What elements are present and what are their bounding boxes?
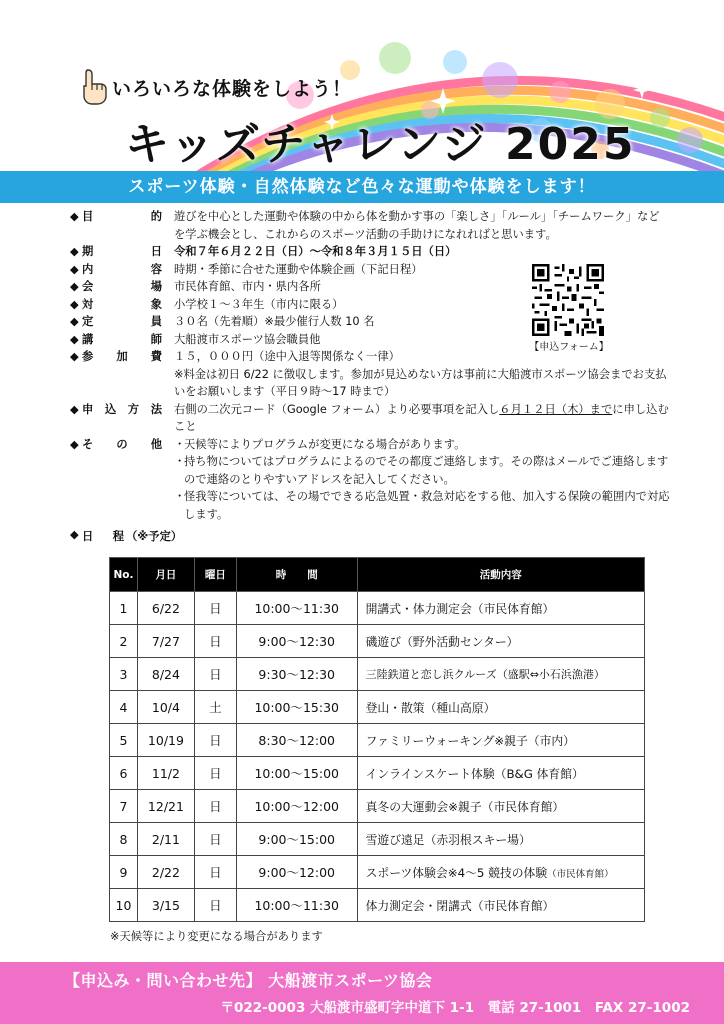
table-row xyxy=(110,691,645,724)
table-row xyxy=(110,856,645,889)
diamond-bullet-icon: ◆ xyxy=(70,437,79,451)
other-item: ・ 天候等によりプログラムが変更になる場合があります。 xyxy=(174,437,466,451)
info-label: 会 場 xyxy=(82,280,162,293)
cell-activity: 開講式・体力測定会（市民体育館） xyxy=(357,592,644,625)
tagline-banner xyxy=(0,171,724,203)
cell-date: 6/22 xyxy=(137,592,194,625)
cell-date: 2/22 xyxy=(137,856,194,889)
cell-date: 10/4 xyxy=(137,691,194,724)
cell-activity: インラインスケート体験（B&G 体育館） xyxy=(357,757,644,790)
table-header-row xyxy=(110,558,645,592)
cell-time: 8:30～12:00 xyxy=(236,724,357,757)
table-row xyxy=(110,790,645,823)
info-label: 目 的 xyxy=(82,210,162,223)
cell-no: 4 xyxy=(110,691,138,724)
cell-date: 10/19 xyxy=(137,724,194,757)
cell-day: 日 xyxy=(194,757,236,790)
activity-venue: （市民体育館） xyxy=(547,868,614,880)
info-value: 大船渡市スポーツ協会職員他 xyxy=(174,332,321,346)
schedule-table xyxy=(109,557,645,922)
cell-no: 10 xyxy=(110,889,138,922)
cell-no: 3 xyxy=(110,658,138,691)
cell-no: 9 xyxy=(110,856,138,889)
info-value: 小学校１～３年生（市内に限る） xyxy=(174,297,344,311)
other-item: ・ 怪我等については、その場でできる応急処置・救急対応をする他、加入する保険の範囲内で対応します。 xyxy=(174,490,670,521)
cell-day: 日 xyxy=(194,724,236,757)
schedule-heading-note: （※予定） xyxy=(126,530,183,543)
schedule-heading xyxy=(70,528,182,544)
table-row xyxy=(110,724,645,757)
qr-code-icon[interactable] xyxy=(532,264,604,336)
cell-time: 10:00～15:00 xyxy=(236,757,357,790)
info-row-purpose xyxy=(70,208,670,243)
cell-time: 10:00～12:00 xyxy=(236,790,357,823)
info-label: 講 師 xyxy=(82,332,162,346)
cell-activity: 三陸鉄道と恋し浜クルーズ（盛駅⇔小石浜漁港） xyxy=(357,658,644,691)
info-section xyxy=(70,208,670,523)
table-row xyxy=(110,823,645,856)
fee-note: ※料金は初日 6/22 に徴収します。参加が見込めない方は事前に大船渡市スポーツ協会までお支払いをお願いします（平日９時～17 時まで） xyxy=(174,367,667,398)
subtitle: いろいろな体験をしよう！ xyxy=(112,78,353,100)
cell-activity: ファミリーウォーキング※親子（市内） xyxy=(357,724,644,757)
diamond-bullet-icon: ◆ xyxy=(70,210,79,223)
info-label: 対 象 xyxy=(82,297,162,311)
info-label: 期 日 xyxy=(82,245,162,258)
cell-activity: 真冬の大運動会※親子（市民体育館） xyxy=(357,790,644,823)
info-value: 時期・季節に合せた運動や体験企画（下記日程） xyxy=(174,262,423,276)
apply-deadline: ６月１２日（木）まで xyxy=(499,402,613,416)
other-item: ・ 持ち物についてはプログラムによるのでその都度ご連絡します。その際はメールでご連絡しますので連絡のとりやすいアドレスを記入してください。 xyxy=(174,455,669,486)
cell-activity: 磯遊び（野外活動センター） xyxy=(357,625,644,658)
cell-day: 日 xyxy=(194,592,236,625)
info-value xyxy=(174,401,670,436)
table-row xyxy=(110,757,645,790)
cell-day: 土 xyxy=(194,691,236,724)
cell-time: 10:00～15:30 xyxy=(236,691,357,724)
cell-no: 1 xyxy=(110,592,138,625)
info-row-other xyxy=(70,436,670,454)
info-value: 市民体育館、市内・県内各所 xyxy=(174,280,321,293)
apply-text: 右側の二次元コード（Google フォーム）より必要事項を記入し xyxy=(174,402,500,416)
column-header: No. xyxy=(110,558,138,592)
cell-day: 日 xyxy=(194,856,236,889)
diamond-bullet-icon: ◆ xyxy=(70,332,79,346)
cell-date: 7/27 xyxy=(137,625,194,658)
cell-date: 12/21 xyxy=(137,790,194,823)
schedule-footnote: ※天候等により変更になる場合があります xyxy=(110,930,323,943)
table-row xyxy=(110,592,645,625)
diamond-bullet-icon: ◆ xyxy=(70,280,79,293)
info-value: １５，０００円（途中入退等関係なく一律） xyxy=(174,350,400,363)
diamond-bullet-icon: ◆ xyxy=(70,245,79,258)
info-value: 令和７年６月２２日（日）～令和８年３月１５日（日） xyxy=(174,245,457,258)
cell-date: 11/2 xyxy=(137,757,194,790)
cell-day: 日 xyxy=(194,823,236,856)
table-row xyxy=(110,658,645,691)
info-label: 内 容 xyxy=(82,262,162,276)
cell-no: 5 xyxy=(110,724,138,757)
pointing-hand-icon xyxy=(80,66,110,106)
diamond-bullet-icon: ◆ xyxy=(70,297,79,311)
diamond-bullet-icon: ◆ xyxy=(70,528,79,541)
cell-time: 9:30～12:30 xyxy=(236,658,357,691)
cell-activity: 登山・散策（種山高原） xyxy=(357,691,644,724)
cell-activity: 体力測定会・閉講式（市民体育館） xyxy=(357,889,644,922)
cell-no: 2 xyxy=(110,625,138,658)
cell-date: 3/15 xyxy=(137,889,194,922)
cell-date: 8/24 xyxy=(137,658,194,691)
info-row-period xyxy=(70,243,670,261)
main-title: キッズチャレンジ 2025 xyxy=(125,119,636,170)
cell-time: 9:00～12:30 xyxy=(236,625,357,658)
column-header: 時 間 xyxy=(236,558,357,592)
diamond-bullet-icon: ◆ xyxy=(70,402,79,416)
info-label: 申込方法 xyxy=(82,402,162,416)
cell-time: 10:00～11:30 xyxy=(236,889,357,922)
table-row xyxy=(110,625,645,658)
diamond-bullet-icon: ◆ xyxy=(70,350,79,363)
cell-day: 日 xyxy=(194,625,236,658)
column-header: 曜日 xyxy=(194,558,236,592)
cell-activity xyxy=(357,856,644,889)
info-label: 参加費 xyxy=(82,350,162,363)
tagline-text: スポーツ体験・自然体験など色々な運動や体験をします！ xyxy=(128,177,596,197)
info-label: 定 員 xyxy=(82,315,162,328)
info-row-apply xyxy=(70,401,670,436)
column-header: 月日 xyxy=(137,558,194,592)
cell-time: 10:00～11:30 xyxy=(236,592,357,625)
cell-day: 日 xyxy=(194,790,236,823)
cell-time: 9:00～12:00 xyxy=(236,856,357,889)
footer-address: 〒022-0003 大船渡市盛町字中道下 1-1 電話 27-1001 FAX 27-1002 xyxy=(220,1000,690,1016)
cell-no: 6 xyxy=(110,757,138,790)
diamond-bullet-icon: ◆ xyxy=(70,262,79,276)
footer-title: 【申込み・問い合わせ先】 大船渡市スポーツ協会 xyxy=(64,971,433,990)
cell-day: 日 xyxy=(194,658,236,691)
cell-activity: 雪遊び遠足（赤羽根スキー場） xyxy=(357,823,644,856)
apply-text-after: に申し込むこと xyxy=(174,402,669,433)
info-value: 遊びを中心とした運動や体験の中から体を動かす事の「楽しさ」「ルール」「チームワーク」などを学ぶ機会とし、これからのスポーツ活動の手助けになれればと思います。 xyxy=(174,210,660,241)
cell-day: 日 xyxy=(194,889,236,922)
schedule-heading-label: 日 程 xyxy=(82,530,124,543)
info-value: ３０名（先着順）※最少催行人数 10 名 xyxy=(174,315,375,328)
cell-no: 7 xyxy=(110,790,138,823)
info-label: その他 xyxy=(82,437,162,451)
cell-no: 8 xyxy=(110,823,138,856)
qr-caption: 【申込フォーム】 xyxy=(529,342,609,353)
column-header: 活動内容 xyxy=(357,558,644,592)
cell-time: 9:00～15:00 xyxy=(236,823,357,856)
diamond-bullet-icon: ◆ xyxy=(70,315,79,328)
activity-text: スポーツ体験会※4～5 競技の体験 xyxy=(365,865,548,880)
cell-date: 2/11 xyxy=(137,823,194,856)
table-row xyxy=(110,889,645,922)
contact-footer xyxy=(0,962,724,1024)
